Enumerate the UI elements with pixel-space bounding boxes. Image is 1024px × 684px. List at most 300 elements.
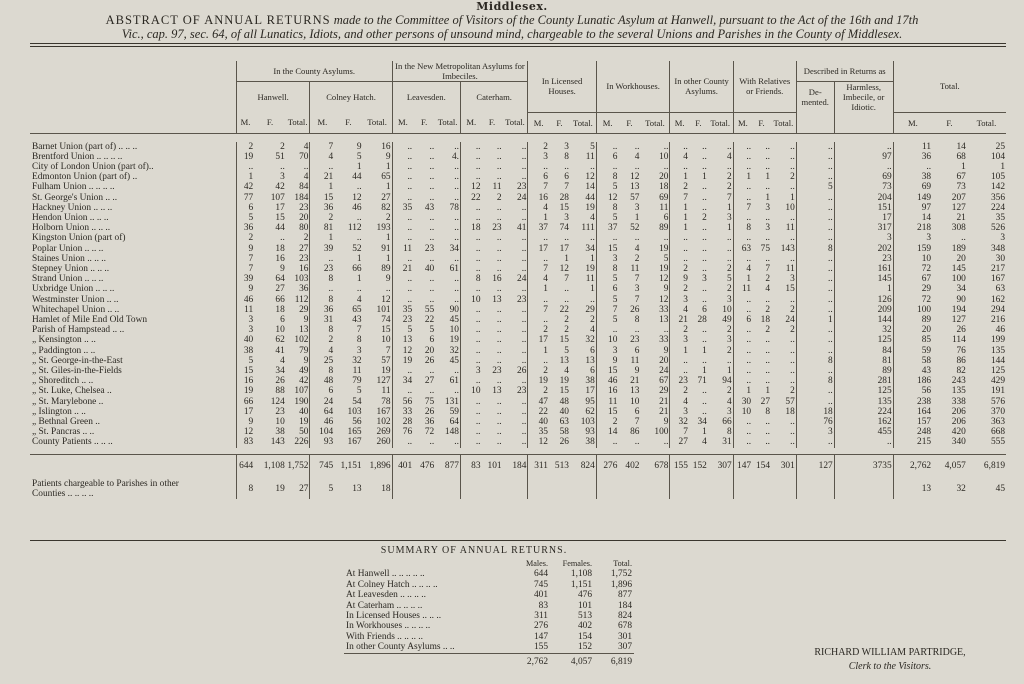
row-name-line: Kingston Union (part of) <box>32 233 126 244</box>
table-cell <box>596 479 618 499</box>
table-cell: 154 <box>752 454 771 479</box>
table-cell: 18 <box>275 304 285 315</box>
table-cell: .. <box>702 253 707 264</box>
row-name <box>30 182 236 192</box>
table-cell: 18 <box>760 314 770 325</box>
table-cell: 20 <box>921 325 932 336</box>
table-cell: .. <box>496 141 502 152</box>
table-cell: .. <box>407 274 413 285</box>
table-cell: .. <box>503 315 528 325</box>
table-cell: 13 <box>570 356 596 366</box>
table-cell: 16 <box>275 253 285 264</box>
table-cell: 3 <box>834 233 893 243</box>
table-cell: .. <box>771 233 796 243</box>
table-cell: 8 <box>612 172 618 183</box>
table-cell: .. <box>702 233 707 244</box>
table-cell: 248 <box>917 427 932 438</box>
header-total: Total. <box>893 61 1006 112</box>
table-cell: 1 <box>702 427 707 438</box>
table-row <box>30 346 1006 356</box>
table-cell: 12 <box>538 437 548 448</box>
returns-body <box>30 133 1006 499</box>
table-cell: 30 <box>741 396 752 407</box>
table-cell: 93 <box>570 427 596 437</box>
table-cell: 14 <box>570 182 596 192</box>
table-cell: 49 <box>708 315 733 325</box>
table-cell: 269 <box>363 427 392 437</box>
table-cell: 24 <box>640 366 669 376</box>
table-cell: 12 <box>352 192 362 203</box>
table-cell: 27 <box>424 376 435 387</box>
table-cell: 67 <box>921 274 932 285</box>
table-cell: 4 <box>286 172 310 182</box>
table-cell: 34 <box>956 284 966 295</box>
table-cell: .. <box>407 212 413 223</box>
table-cell: .. <box>961 233 966 244</box>
table-cell: .. <box>543 355 548 366</box>
table-cell: .. <box>503 437 528 447</box>
table-cell: .. <box>496 355 502 366</box>
table-cell: 5 <box>564 345 569 356</box>
table-cell: .. <box>503 213 528 223</box>
table-cell: 2 <box>771 172 796 182</box>
table-cell: 21 <box>323 172 334 183</box>
table-cell: .. <box>248 161 254 172</box>
row-name-line: Whitechapel Union .. .. <box>32 304 120 315</box>
table-cell: 67 <box>956 172 966 183</box>
table-cell: .. <box>640 162 669 172</box>
table-cell: 167 <box>347 437 362 448</box>
table-cell: 1 <box>771 193 796 203</box>
table-cell: .. <box>328 253 334 264</box>
table-cell: .. <box>475 376 481 387</box>
table-cell: 49 <box>286 366 310 376</box>
table-cell: .. <box>765 427 770 438</box>
table-cell: .. <box>564 294 569 305</box>
table-row <box>30 284 1006 294</box>
table-cell: 35 <box>402 202 413 213</box>
header-leavesden: Leavesden. <box>392 82 460 113</box>
table-cell: 3 <box>771 274 796 284</box>
table-cell: 1 <box>834 284 893 294</box>
table-cell: 65 <box>363 172 392 182</box>
table-cell: 1,752 <box>286 454 310 479</box>
table-cell: .. <box>407 294 413 305</box>
table-cell: 8 <box>796 356 834 366</box>
table-cell: .. <box>796 213 834 223</box>
spacer-cell <box>30 133 1006 142</box>
table-cell: 2 <box>708 172 733 182</box>
row-name <box>30 417 236 427</box>
table-cell: 36 <box>243 223 254 234</box>
table-cell: .. <box>765 355 770 366</box>
table-cell: 26 <box>630 304 640 315</box>
table-cell: 149 <box>917 192 932 203</box>
table-cell: .. <box>771 295 796 305</box>
table-cell: 7 <box>746 202 752 213</box>
table-cell: .. <box>407 182 413 193</box>
table-cell: .. <box>746 335 752 346</box>
table-cell: 89 <box>363 264 392 274</box>
table-cell: 72 <box>921 263 932 274</box>
table-cell: 1 <box>564 253 569 264</box>
table-cell: .. <box>475 325 481 336</box>
table-cell: 9 <box>280 263 285 274</box>
summary-header-males: Males. <box>525 559 548 568</box>
table-cell: 17 <box>275 202 285 213</box>
table-cell: 16 <box>363 142 392 152</box>
table-cell: 125 <box>834 335 893 345</box>
table-cell: 76 <box>956 345 966 356</box>
table-cell: .. <box>435 142 460 152</box>
table-cell: 6 <box>634 345 640 356</box>
table-cell: 190 <box>286 397 310 407</box>
table-cell: .. <box>796 172 834 182</box>
table-cell: 19 <box>286 417 310 427</box>
table-cell: .. <box>475 212 481 223</box>
table-cell <box>752 479 771 499</box>
row-name-line: „ St. George-in-the-East <box>32 355 123 366</box>
table-cell: 6 <box>634 406 640 417</box>
table-cell: 18 <box>640 182 669 192</box>
table-cell: .. <box>771 142 796 152</box>
table-cell: .. <box>634 325 640 336</box>
table-cell: 25 <box>323 355 334 366</box>
table-cell: 34 <box>697 416 707 427</box>
table-cell: 23 <box>275 406 285 417</box>
table-cell: .. <box>503 203 528 213</box>
table-cell: 22 <box>471 192 481 203</box>
table-cell: 11 <box>363 386 392 396</box>
table-cell: 3 <box>280 172 285 183</box>
row-name <box>30 162 236 172</box>
table-cell: 19 <box>243 151 254 162</box>
table-cell: 74 <box>363 315 392 325</box>
table-cell: .. <box>356 233 362 244</box>
table-cell: 9 <box>356 141 362 152</box>
table-cell: 14 <box>956 141 966 152</box>
table-cell: .. <box>503 407 528 417</box>
table-cell: .. <box>564 284 569 295</box>
summary-table <box>344 559 634 667</box>
table-cell: 32 <box>678 416 688 427</box>
table-cell: .. <box>640 325 669 335</box>
table-cell: 1 <box>683 172 688 183</box>
table-cell: 11 <box>771 264 796 274</box>
table-cell: 27 <box>286 479 310 499</box>
table-cell: 55 <box>424 304 435 315</box>
table-cell: .. <box>834 437 893 447</box>
table-cell: .. <box>429 172 435 183</box>
table-cell: .. <box>702 406 707 417</box>
table-cell: .. <box>746 416 752 427</box>
table-cell: 38 <box>275 427 285 438</box>
table-cell: 42 <box>275 182 285 193</box>
table-cell: 184 <box>286 193 310 203</box>
table-cell: .. <box>765 345 770 356</box>
summary-cell-f: 101 <box>577 600 592 611</box>
table-cell: 61 <box>435 376 460 386</box>
table-cell: 18 <box>471 223 481 234</box>
table-cell: .. <box>765 365 770 376</box>
title-line-1: made to the Committee of Visitors of the County Lunatic Asylum at Hanwell, pursuant to the Act of the 16th and 17th <box>330 13 919 27</box>
table-cell: 226 <box>286 437 310 447</box>
table-cell: 36 <box>921 151 932 162</box>
table-cell: .. <box>496 284 502 295</box>
table-cell: 4 <box>683 151 688 162</box>
table-cell: 34 <box>402 376 413 387</box>
table-cell: 38 <box>570 437 596 447</box>
table-cell: 281 <box>834 376 893 386</box>
table-cell: .. <box>683 161 688 172</box>
table-cell: 19 <box>570 264 596 274</box>
table-cell: 135 <box>834 397 893 407</box>
table-cell: 73 <box>956 182 966 193</box>
table-cell: 555 <box>990 437 1005 448</box>
table-cell: 29 <box>640 386 669 396</box>
table-cell: .. <box>496 406 502 417</box>
table-cell: .. <box>407 223 413 234</box>
table-cell: 71 <box>697 376 707 387</box>
name-header <box>30 61 236 133</box>
table-cell: 28 <box>402 416 413 427</box>
table-cell: 72 <box>424 427 435 438</box>
table-cell: .. <box>683 243 688 254</box>
table-cell: .. <box>796 162 834 172</box>
header-metropolitan: In the New Metropolitan Asylums for Imbeciles. <box>392 61 528 82</box>
table-cell: 2 <box>708 325 733 335</box>
table-cell: 46 <box>608 376 618 387</box>
table-cell: 317 <box>834 223 893 233</box>
table-cell: 18 <box>275 243 285 254</box>
table-cell: 11 <box>630 355 640 366</box>
table-cell: 36 <box>323 304 334 315</box>
summary-cell-m: 401 <box>533 590 548 601</box>
table-cell: .. <box>683 233 688 244</box>
table-cell: 11 <box>492 182 502 193</box>
table-cell: .. <box>570 233 596 243</box>
table-cell: 81 <box>323 223 334 234</box>
table-cell: 75 <box>424 396 435 407</box>
table-cell: 127 <box>363 376 392 386</box>
table-row <box>30 162 1006 172</box>
table-cell: .. <box>796 254 834 264</box>
table-cell: 6 <box>570 366 596 376</box>
table-cell: 21 <box>956 212 966 223</box>
row-name-line: Hamlet of Mile End Old Town <box>32 314 148 325</box>
table-cell: .. <box>429 437 435 448</box>
table-cell: 17 <box>538 335 548 346</box>
row-name-line: Stepney Union .. .. .. <box>32 263 110 274</box>
table-cell: 84 <box>834 346 893 356</box>
table-cell: .. <box>503 427 528 437</box>
table-cell: .. <box>496 304 502 315</box>
table-cell: 294 <box>990 304 1005 315</box>
summary-cell-label: At Leavesden .. .. .. .. <box>346 590 426 601</box>
summary-cell-t: 1,752 <box>610 569 632 580</box>
table-cell: 11 <box>640 203 669 213</box>
table-cell: 4 <box>634 243 640 254</box>
table-cell: 1,896 <box>363 454 392 479</box>
table-cell: .. <box>746 376 752 387</box>
table-cell: 215 <box>917 437 932 448</box>
table-cell: 83 <box>243 437 254 448</box>
table-cell: 8 <box>746 223 752 234</box>
table-cell: .. <box>503 254 528 264</box>
summary-cell-label: In Workhouses .. .. .. .. <box>346 621 431 632</box>
row-name <box>30 335 236 345</box>
table-cell: 11 <box>742 284 752 295</box>
table-cell: 144 <box>834 315 893 325</box>
table-cell: 308 <box>951 223 966 234</box>
table-cell: 102 <box>363 417 392 427</box>
table-cell: 3735 <box>834 454 893 479</box>
table-cell: .. <box>702 202 707 213</box>
table-cell: .. <box>286 162 310 172</box>
table-cell: 135 <box>951 386 966 397</box>
table-cell: .. <box>407 437 413 448</box>
table-cell: 63 <box>741 243 752 254</box>
table-cell: 8 <box>612 202 618 213</box>
table-cell: 3 <box>683 294 688 305</box>
table-cell: 301 <box>771 454 796 479</box>
row-name-line: Poplar Union .. .. .. <box>32 243 104 254</box>
table-cell: 39 <box>323 243 334 254</box>
table-cell: .. <box>640 233 669 243</box>
row-name-line: „ Islington .. .. <box>32 406 86 417</box>
table-cell: 27 <box>678 437 688 448</box>
row-name <box>30 376 236 386</box>
table-cell: .. <box>564 161 569 172</box>
table-cell: 3 <box>708 213 733 223</box>
table-cell: .. <box>496 314 502 325</box>
row-name <box>30 346 236 356</box>
table-cell: 6 <box>612 151 618 162</box>
table-cell: .. <box>746 151 752 162</box>
table-cell: 44 <box>352 172 362 183</box>
table-cell: 17 <box>570 386 596 396</box>
col-header-blank-harmless <box>834 112 893 133</box>
table-cell: .. <box>746 161 752 172</box>
table-cell: .. <box>496 161 502 172</box>
table-cell: 20 <box>286 213 310 223</box>
table-cell: 2 <box>708 346 733 356</box>
col-header-total-f: F. <box>932 112 967 133</box>
table-cell: .. <box>435 172 460 182</box>
table-cell: 5 <box>708 274 733 284</box>
table-cell: 11 <box>570 274 596 284</box>
table-cell: 64 <box>275 274 285 285</box>
table-cell: 79 <box>352 376 362 387</box>
row-name-line: „ St. Luke, Chelsea .. <box>32 386 112 397</box>
table-cell: 238 <box>917 396 932 407</box>
table-cell: 3 <box>765 223 770 234</box>
table-cell: 4 <box>765 284 770 295</box>
table-cell: 79 <box>286 346 310 356</box>
summary-cell-label: In other County Asylums .. .. <box>346 642 455 653</box>
table-cell: 184 <box>503 454 528 479</box>
table-cell: 1 <box>363 182 392 192</box>
table-cell: .. <box>475 437 481 448</box>
table-cell: .. <box>407 151 413 162</box>
table-cell: .. <box>702 335 707 346</box>
col-header-f: F. <box>752 112 771 133</box>
table-cell: 89 <box>834 366 893 376</box>
table-cell: .. <box>634 161 640 172</box>
table-cell: 104 <box>990 151 1005 162</box>
row-name-line: „ Shoreditch .. .. <box>32 376 94 387</box>
table-cell: 2 <box>771 325 796 335</box>
table-row <box>30 427 1006 437</box>
table-cell: 19 <box>363 366 392 376</box>
table-cell: 2 <box>683 284 688 295</box>
table-cell: 47 <box>538 396 548 407</box>
table-cell: 1 <box>570 284 596 294</box>
table-cell: 2 <box>612 416 618 427</box>
table-cell: 69 <box>640 193 669 203</box>
table-cell: 1 <box>634 212 640 223</box>
table-cell: 1 <box>356 253 362 264</box>
table-cell: .. <box>702 243 707 254</box>
summary-cell-t: 678 <box>617 621 632 632</box>
table-cell: 51 <box>275 151 285 162</box>
col-header-m: M. <box>596 112 618 133</box>
table-row <box>30 274 1006 284</box>
table-cell: 6 <box>429 335 435 346</box>
table-cell: 7 <box>543 263 548 274</box>
table-cell: 8 <box>708 427 733 437</box>
col-header-f: F. <box>689 112 708 133</box>
table-row <box>30 305 1006 315</box>
table-cell: 15 <box>608 365 618 376</box>
table-cell: 1 <box>746 386 752 397</box>
table-row <box>30 152 1006 162</box>
table-cell: 32 <box>834 325 893 335</box>
table-cell: 11 <box>570 152 596 162</box>
table-cell: .. <box>746 294 752 305</box>
table-cell: .. <box>435 182 460 192</box>
summary-cell-m: 644 <box>533 569 548 580</box>
summary-total-cell: 4,057 <box>550 653 594 667</box>
table-cell: 7 <box>683 192 688 203</box>
table-cell: 19 <box>559 376 569 387</box>
table-cell: 22 <box>559 304 569 315</box>
table-cell <box>618 479 640 499</box>
table-cell: 15 <box>363 325 392 335</box>
table-cell: .. <box>771 213 796 223</box>
table-cell: 40 <box>559 406 569 417</box>
table-cell: 9 <box>634 365 640 376</box>
table-cell: .. <box>475 151 481 162</box>
table-cell: 95 <box>570 397 596 407</box>
table-cell: .. <box>612 437 618 448</box>
col-header-m: M. <box>392 112 413 133</box>
table-cell: 5 <box>796 182 834 192</box>
table-cell: .. <box>496 233 502 244</box>
table-cell: 24 <box>771 315 796 325</box>
row-name-line: „ St. Pancras .. .. <box>32 427 95 438</box>
table-cell: 82 <box>956 365 966 376</box>
table-cell: 12 <box>559 263 569 274</box>
table-cell: .. <box>429 365 435 376</box>
table-cell: .. <box>543 253 548 264</box>
table-cell: 1 <box>765 386 770 397</box>
table-cell: 162 <box>990 294 1005 305</box>
table-cell: .. <box>570 295 596 305</box>
table-cell: 2 <box>771 305 796 315</box>
table-cell: .. <box>702 182 707 193</box>
table-cell: .. <box>746 437 752 448</box>
